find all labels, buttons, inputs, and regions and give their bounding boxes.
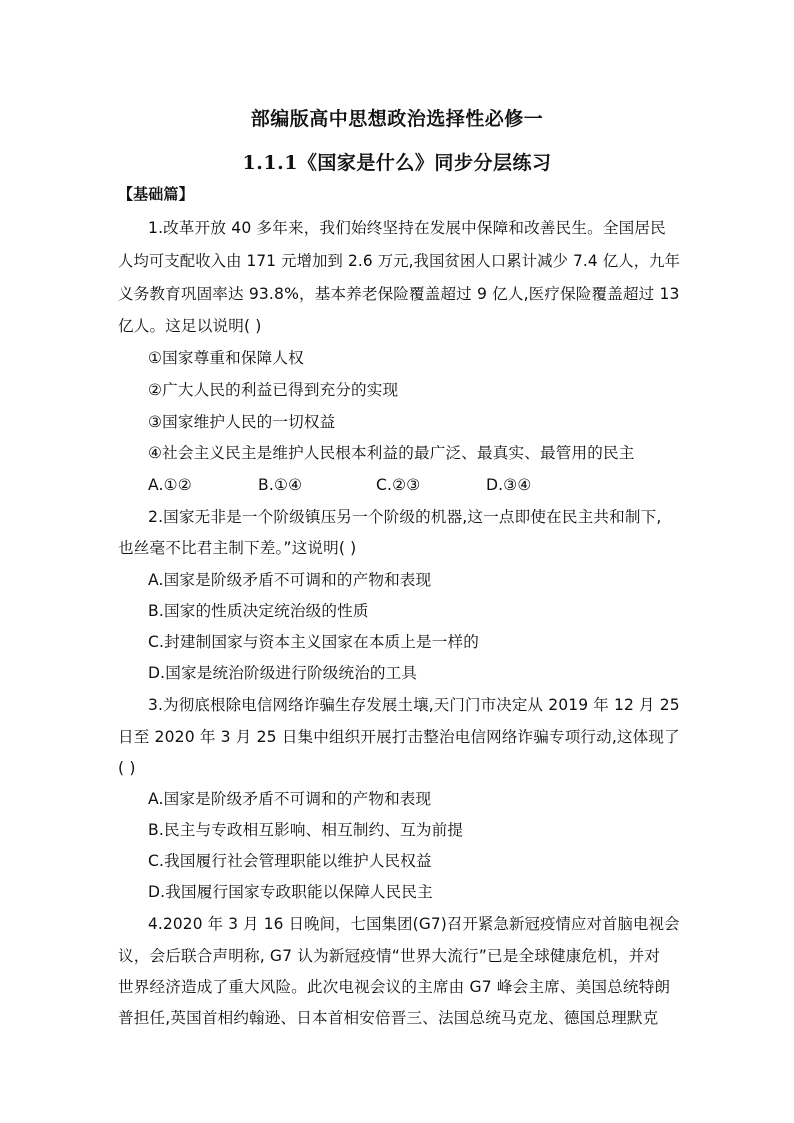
- q3-option-a: A.国家是阶级矛盾不可调和的产物和表现: [148, 790, 432, 808]
- q2-option-d: D.国家是统治阶级进行阶级统治的工具: [148, 664, 418, 682]
- q3-option-b: B.民主与专政相互影响、相互制约、互为前提: [148, 821, 464, 839]
- q1-item-4: ④社会主义民主是维护人民根本利益的最广泛、最真实、最管用的民主: [148, 444, 635, 462]
- q3-option-d: D.我国履行国家专政职能以保障人民民主: [148, 883, 433, 901]
- q1-item-3: ③国家维护人民的一切权益: [148, 413, 336, 431]
- q1-stem-line-1: 1.改革开放 40 多年来，我们始终坚持在发展中保障和改善民生。全国居民: [148, 219, 666, 237]
- q2-option-a: A.国家是阶级矛盾不可调和的产物和表现: [148, 571, 432, 589]
- q1-stem-line-3: 义务教育巩固率达 93.8%，基本养老保险覆盖超过 9 亿人,医疗保险覆盖超过 13: [118, 285, 680, 303]
- document-subtitle: 1.1.1《国家是什么》同步分层练习: [242, 152, 552, 174]
- q3-stem-line-2: 日至 2020 年 3 月 25 日集中组织开展打击整治电信网络诈骗专项行动,这体现了: [118, 728, 680, 746]
- section-heading-basic: 【基础篇】: [118, 185, 194, 203]
- q2-option-b: B.国家的性质决定统治级的性质: [148, 602, 369, 620]
- q1-item-2: ②广大人民的利益已得到充分的实现: [148, 381, 399, 399]
- q2-option-c: C.封建制国家与资本主义国家在本质上是一样的: [148, 633, 480, 651]
- q1-stem-line-2: 人均可支配收入由 171 元增加到 2.6 万元,我国贫困人口累计减少 7.4 亿人，九年: [118, 252, 681, 270]
- q3-option-c: C.我国履行社会管理职能以维护人民权益: [148, 852, 432, 870]
- q2-stem-line-2: 也丝毫不比君主制下差。”这说明( ): [118, 539, 357, 557]
- q4-stem-line-1: 4.2020 年 3 月 16 日晚间，七国集团(G7)召开紧急新冠疫情应对首脑电视会: [148, 915, 680, 933]
- q3-stem-line-3: ( ): [118, 759, 136, 777]
- q1-option-b: B.①④: [258, 476, 303, 494]
- q1-item-1: ①国家尊重和保障人权: [148, 349, 304, 367]
- document-title: 部编版高中思想政治选择性必修一: [250, 108, 544, 130]
- q1-option-d: D.③④: [486, 476, 532, 494]
- q1-options-row: [148, 475, 532, 495]
- q3-stem-line-1: 3.为彻底根除电信网络诈骗生存发展土壤,天门门市决定从 2019 年 12 月 25: [148, 696, 680, 714]
- q2-stem-line-1: 2.国家无非是一个阶级镇压另一个阶级的机器,这一点即使在民主共和制下,: [148, 508, 662, 526]
- q4-stem-line-4: 普担任,英国首相约翰逊、日本首相安倍晋三、法国总统马克龙、德国总理默克: [118, 1009, 659, 1027]
- q1-option-a: A.①②: [148, 476, 192, 494]
- q4-stem-line-3: 世界经济造成了重大风险。此次电视会议的主席由 G7 峰会主席、美国总统特朗: [118, 978, 671, 996]
- q4-stem-line-2: 议，会后联合声明称, G7 认为新冠疫情“世界大流行”已是全球健康危机，并对: [118, 947, 661, 965]
- q1-option-c: C.②③: [376, 476, 421, 494]
- q1-stem-line-4: 亿人。这足以说明( ): [118, 317, 262, 335]
